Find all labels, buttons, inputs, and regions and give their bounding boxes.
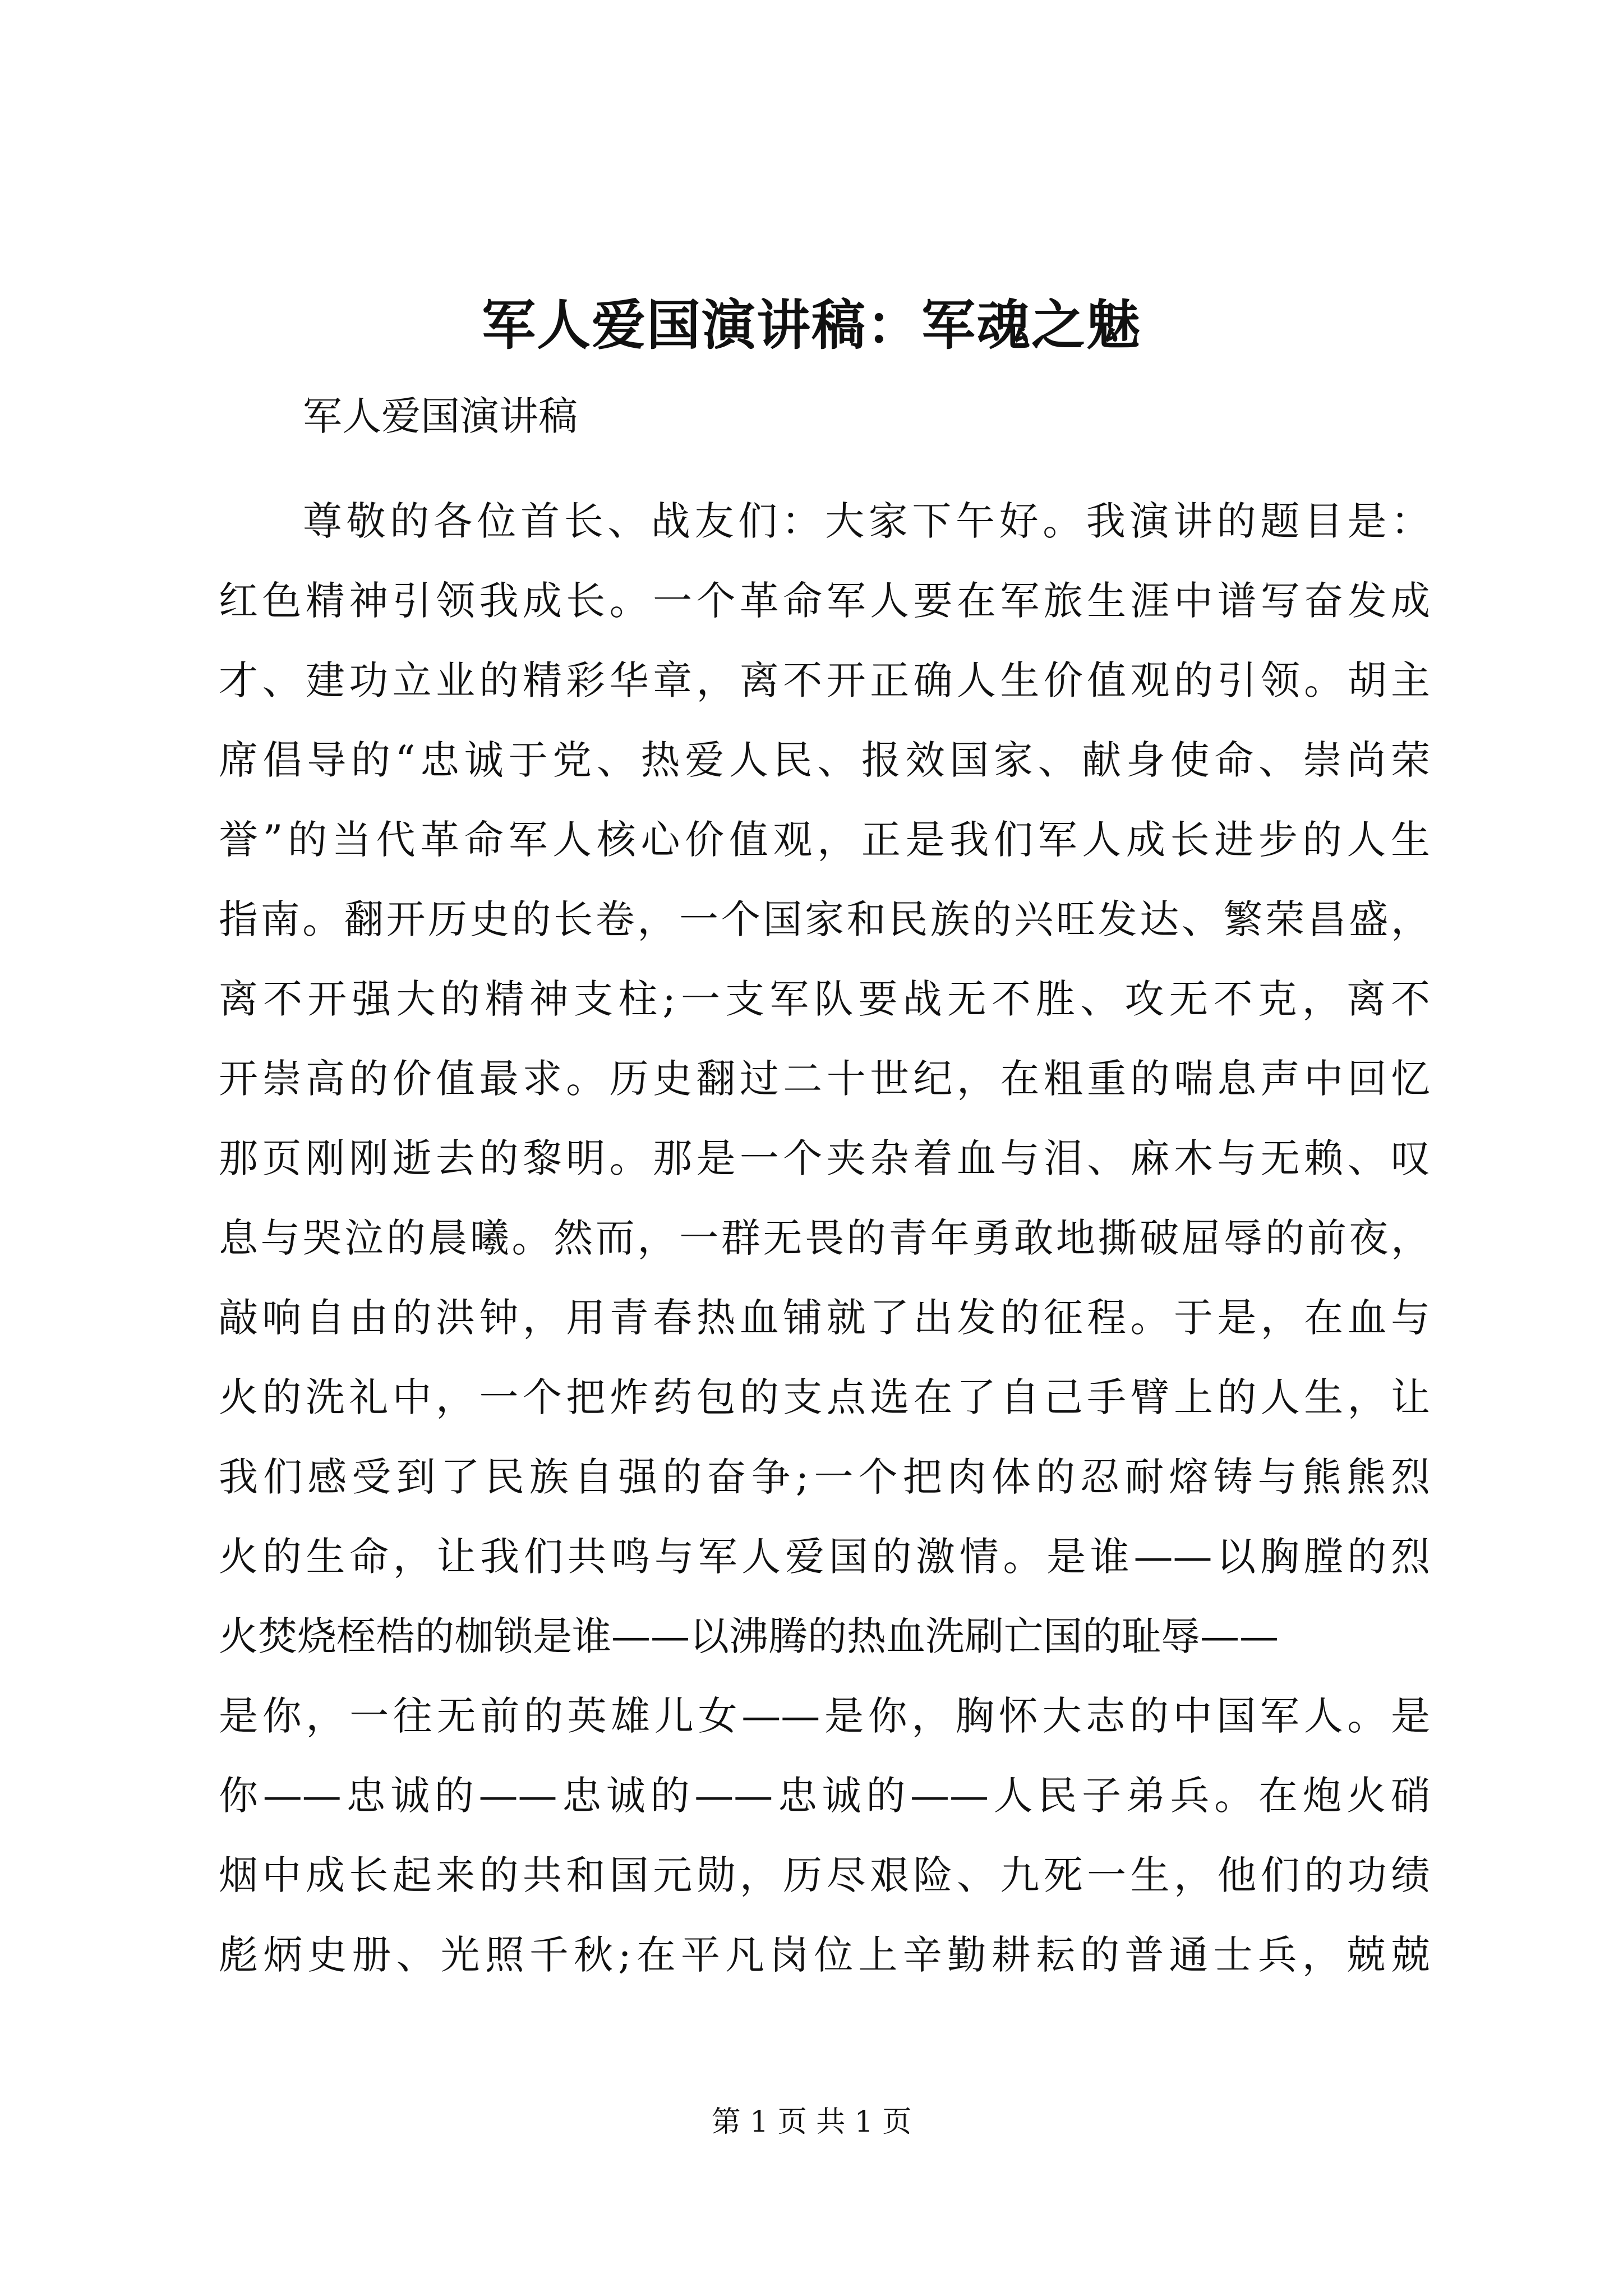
body-line: 红色精神引领我成长。一个革命军人要在军旅生涯中谱写奋发成 [219,578,1430,624]
body-line: 火的洗礼中，一个把炸药包的支点选在了自己手臂上的人生，让 [219,1374,1430,1420]
body-line: 你——忠诚的——忠诚的——忠诚的——人民子弟兵。在炮火硝 [219,1773,1430,1819]
body-line: 那页刚刚逝去的黎明。那是一个夹杂着血与泪、麻木与无赖、叹 [219,1135,1430,1181]
body-line: 指南。翻开历史的长卷，一个国家和民族的兴旺发达、繁荣昌盛， [219,896,1430,942]
body-line: 开崇高的价值最求。历史翻过二十世纪，在粗重的喘息声中回忆 [219,1056,1430,1102]
body-line: 敲响自由的洪钟，用青春热血铺就了出发的征程。于是，在血与 [219,1295,1430,1341]
body-line: 离不开强大的精神支柱;一支军队要战无不胜、攻无不克，离不 [219,976,1430,1022]
body-line: 火的生命，让我们共鸣与军人爱国的激情。是谁——以胸膛的烈 [219,1534,1430,1580]
body-line: 才、建功立业的精彩华章，离不开正确人生价值观的引领。胡主 [219,657,1430,703]
body-line: 席倡导的“忠诚于党、热爱人民、报效国家、献身使命、崇尚荣 [219,737,1430,783]
body-line: 息与哭泣的晨曦。然而，一群无畏的青年勇敢地撕破屈辱的前夜， [219,1215,1430,1261]
body-line: 誉”的当代革命军人核心价值观，正是我们军人成长进步的人生 [219,817,1430,863]
body-line: 尊敬的各位首长、战友们：大家下午好。我演讲的题目是： [303,498,1430,544]
body-line: 烟中成长起来的共和国元勋，历尽艰险、九死一生，他们的功绩 [219,1852,1430,1898]
document-subtitle: 军人爱国演讲稿 [303,393,578,439]
body-line: 我们感受到了民族自强的奋争;一个把肉体的忍耐熔铸与熊熊烈 [219,1454,1430,1500]
document-title: 军人爱国演讲稿：军魂之魅 [482,293,1141,357]
body-line: 彪炳史册、光照千秋;在平凡岗位上辛勤耕耘的普通士兵，兢兢 [219,1932,1430,1978]
page-footer: 第 1 页 共 1 页 [711,2105,912,2139]
body-line: 火焚烧桎梏的枷锁是谁——以沸腾的热血洗刷亡国的耻辱—— [219,1613,1279,1659]
document-body [219,481,1430,1995]
body-line: 是你，一往无前的英雄儿女——是你，胸怀大志的中国军人。是 [219,1693,1430,1739]
